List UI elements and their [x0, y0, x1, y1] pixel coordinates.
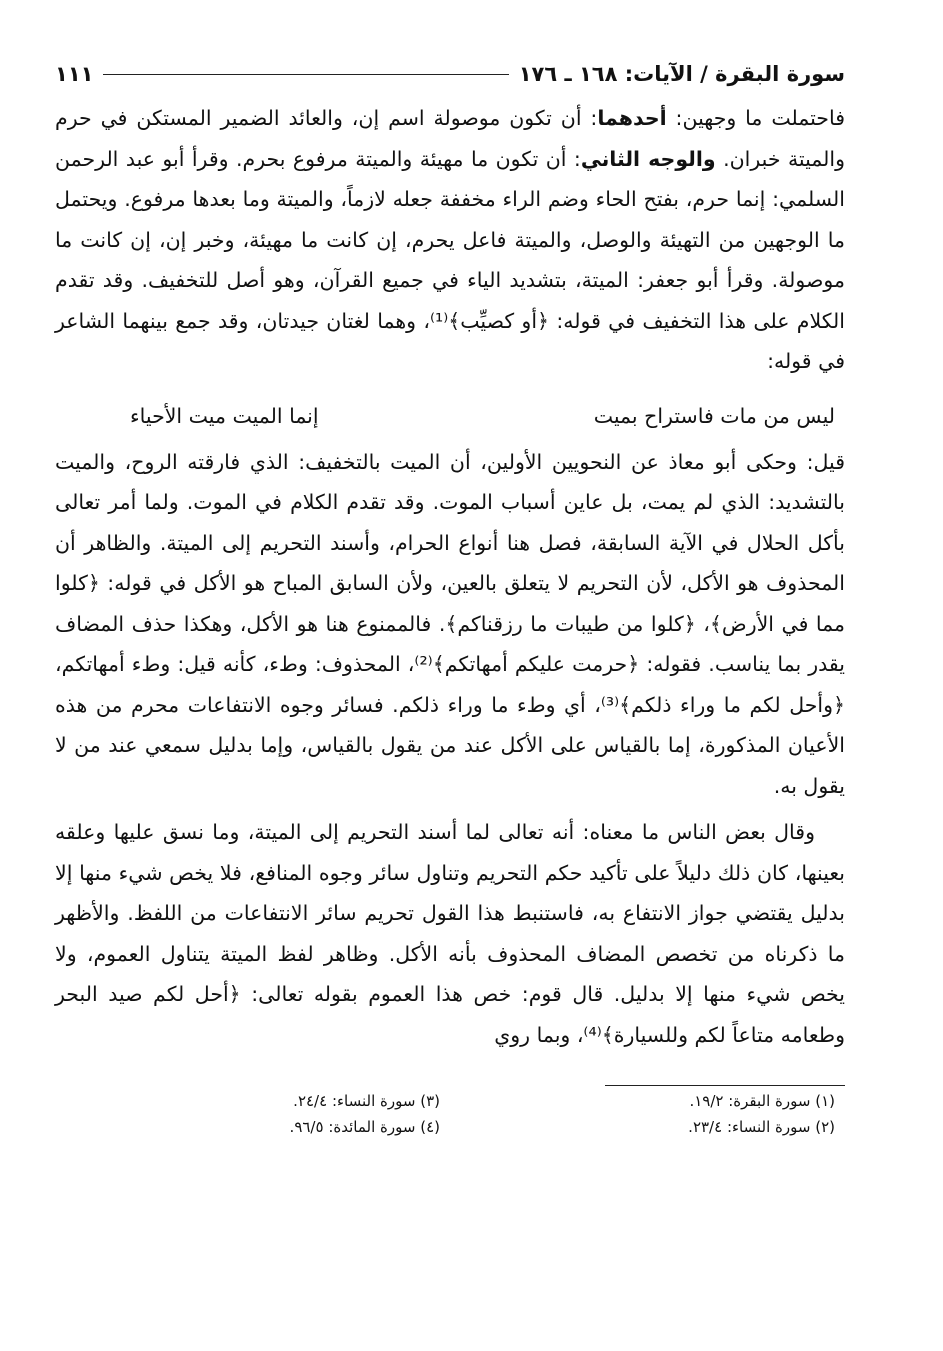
paragraph-2: قيل: وحكى أبو معاذ عن النحويين الأولين، أن الميت بالتخفيف: الذي فارقته الروح، والميت بالتشديد: الذي لم يمت، بل عاين أسباب الموت. وقد تقدم الكلام في الموت. ولما أمر تعالى بأكل الحلال في الآية السابقة، فصل هنا أنواع الحرام، وأسند التحريم إلى الميتة. والظاهر أن المحذوف هو الأكل، لأن التحريم لا يتعلق بالعين، ولأن السابق المباح هو الأكل في قوله: ﴿كلوا مما في الأرض﴾، ﴿كلوا من طيبات ما رزقناكم﴾. فالممنوع هنا هو الأكل، وهكذا حذف المضاف يقدر بما يناسب. فقوله: ﴿حرمت عليكم أمهاتكم﴾⁽²⁾، المحذوف: وطء، كأنه قيل: وطء أمهاتكم، ﴿وأحل لكم ما وراء ذلكم﴾⁽³⁾، أي وطء ما وراء ذلكم. فسائر وجوه الانتفاعات محرم من هذه الأعيان المذكورة، إما بالقياس على الأكل عند من يقول بالقياس، وإما بدليل سمعي عند من لا يقول به. — [55, 449, 846, 798]
footnotes-left-column — [55, 1088, 450, 1140]
paragraph-1-lead: فاحتملت ما وجهين: — [666, 106, 845, 130]
footnotes-right-column — [450, 1088, 845, 1140]
paragraph-1-bold-1: أحدهما — [597, 106, 667, 130]
page-number: ١١١ — [55, 62, 94, 86]
footnote-3: (٣) سورة النساء: ٢٤/٤. — [293, 1092, 440, 1110]
header-title: سورة البقرة / الآيات: ١٦٨ ـ ١٧٦ — [518, 62, 845, 86]
paragraph-1-bold-2: والوجه الثاني — [580, 146, 716, 171]
footnote-2: (٢) سورة النساء: ٢٣/٤. — [688, 1118, 835, 1136]
verse-first-hemistich: ليس من مات فاستراح بميت — [593, 403, 835, 428]
footnote-1: (١) سورة البقرة: ١٩/٢. — [689, 1092, 835, 1110]
footnotes — [55, 1088, 845, 1140]
book-page — [55, 52, 845, 1140]
verse-second-hemistich: إنما الميت ميت الأحياء — [130, 403, 319, 428]
footnote-4: (٤) سورة المائدة: ٩٦/٥. — [289, 1118, 440, 1136]
running-header — [55, 52, 845, 96]
footnote-separator — [605, 1085, 845, 1086]
paragraph-1-mid: : أن تكون موصولة اسم إن، والعائد الضمير المستكن في حرم والميتة خبران. — [55, 106, 846, 171]
paragraph-3: وقال بعض الناس ما معناه: أنه تعالى لما أسند التحريم إلى الميتة، وما نسق عليها وعلقه بعينها، كان ذلك دليلاً على تأكيد حكم التحريم وتناول سائر وجوه المنافع، فلا يخص شيء منها إلا بدليل يقتضي جواز الانتفاع به، فاستنبط هذا القول تحريم سائر الانتفاعات من اللفظ. والأظهر ما ذكرناه من تخصص المضاف المحذوف بأنه الأكل. وظاهر لفظ الميتة يتناول العموم، ولا يخص شيء منها إلا بدليل. قال قوم: خص هذا العموم بقوله تعالى: ﴿أحل لكم صيد البحر وطعامه متاعاً لكم وللسيارة﴾⁽⁴⁾، وبما روي — [55, 820, 845, 1047]
paragraph-1 — [55, 98, 845, 382]
paragraph-1-rest: : أن تكون ما مهيئة والميتة مرفوع بحرم. وقرأ أبو عبد الرحمن السلمي: إنما حرم، بفتح الحاء وضم الراء مخففة جعله لازماً، والميتة وما بعدها مرفوع. ويحتمل ما الوجهين من التهيئة والوصل، والميتة فاعل يحرم، إن كانت ما مهيئة، وخبر إن، إن كانت ما موصولة. وقرأ أبو جعفر: الميتة، بتشديد الياء في جميع القرآن، وهو أصل للتخفيف. وقد تقدم الكلام على هذا التخفيف في قوله: ﴿أو كصيِّب﴾⁽¹⁾، وهما لغتان جيدتان، وقد جمع بينهما الشاعر في قوله: — [55, 146, 845, 373]
header-rule — [103, 74, 508, 75]
poetry-verse — [55, 396, 845, 436]
